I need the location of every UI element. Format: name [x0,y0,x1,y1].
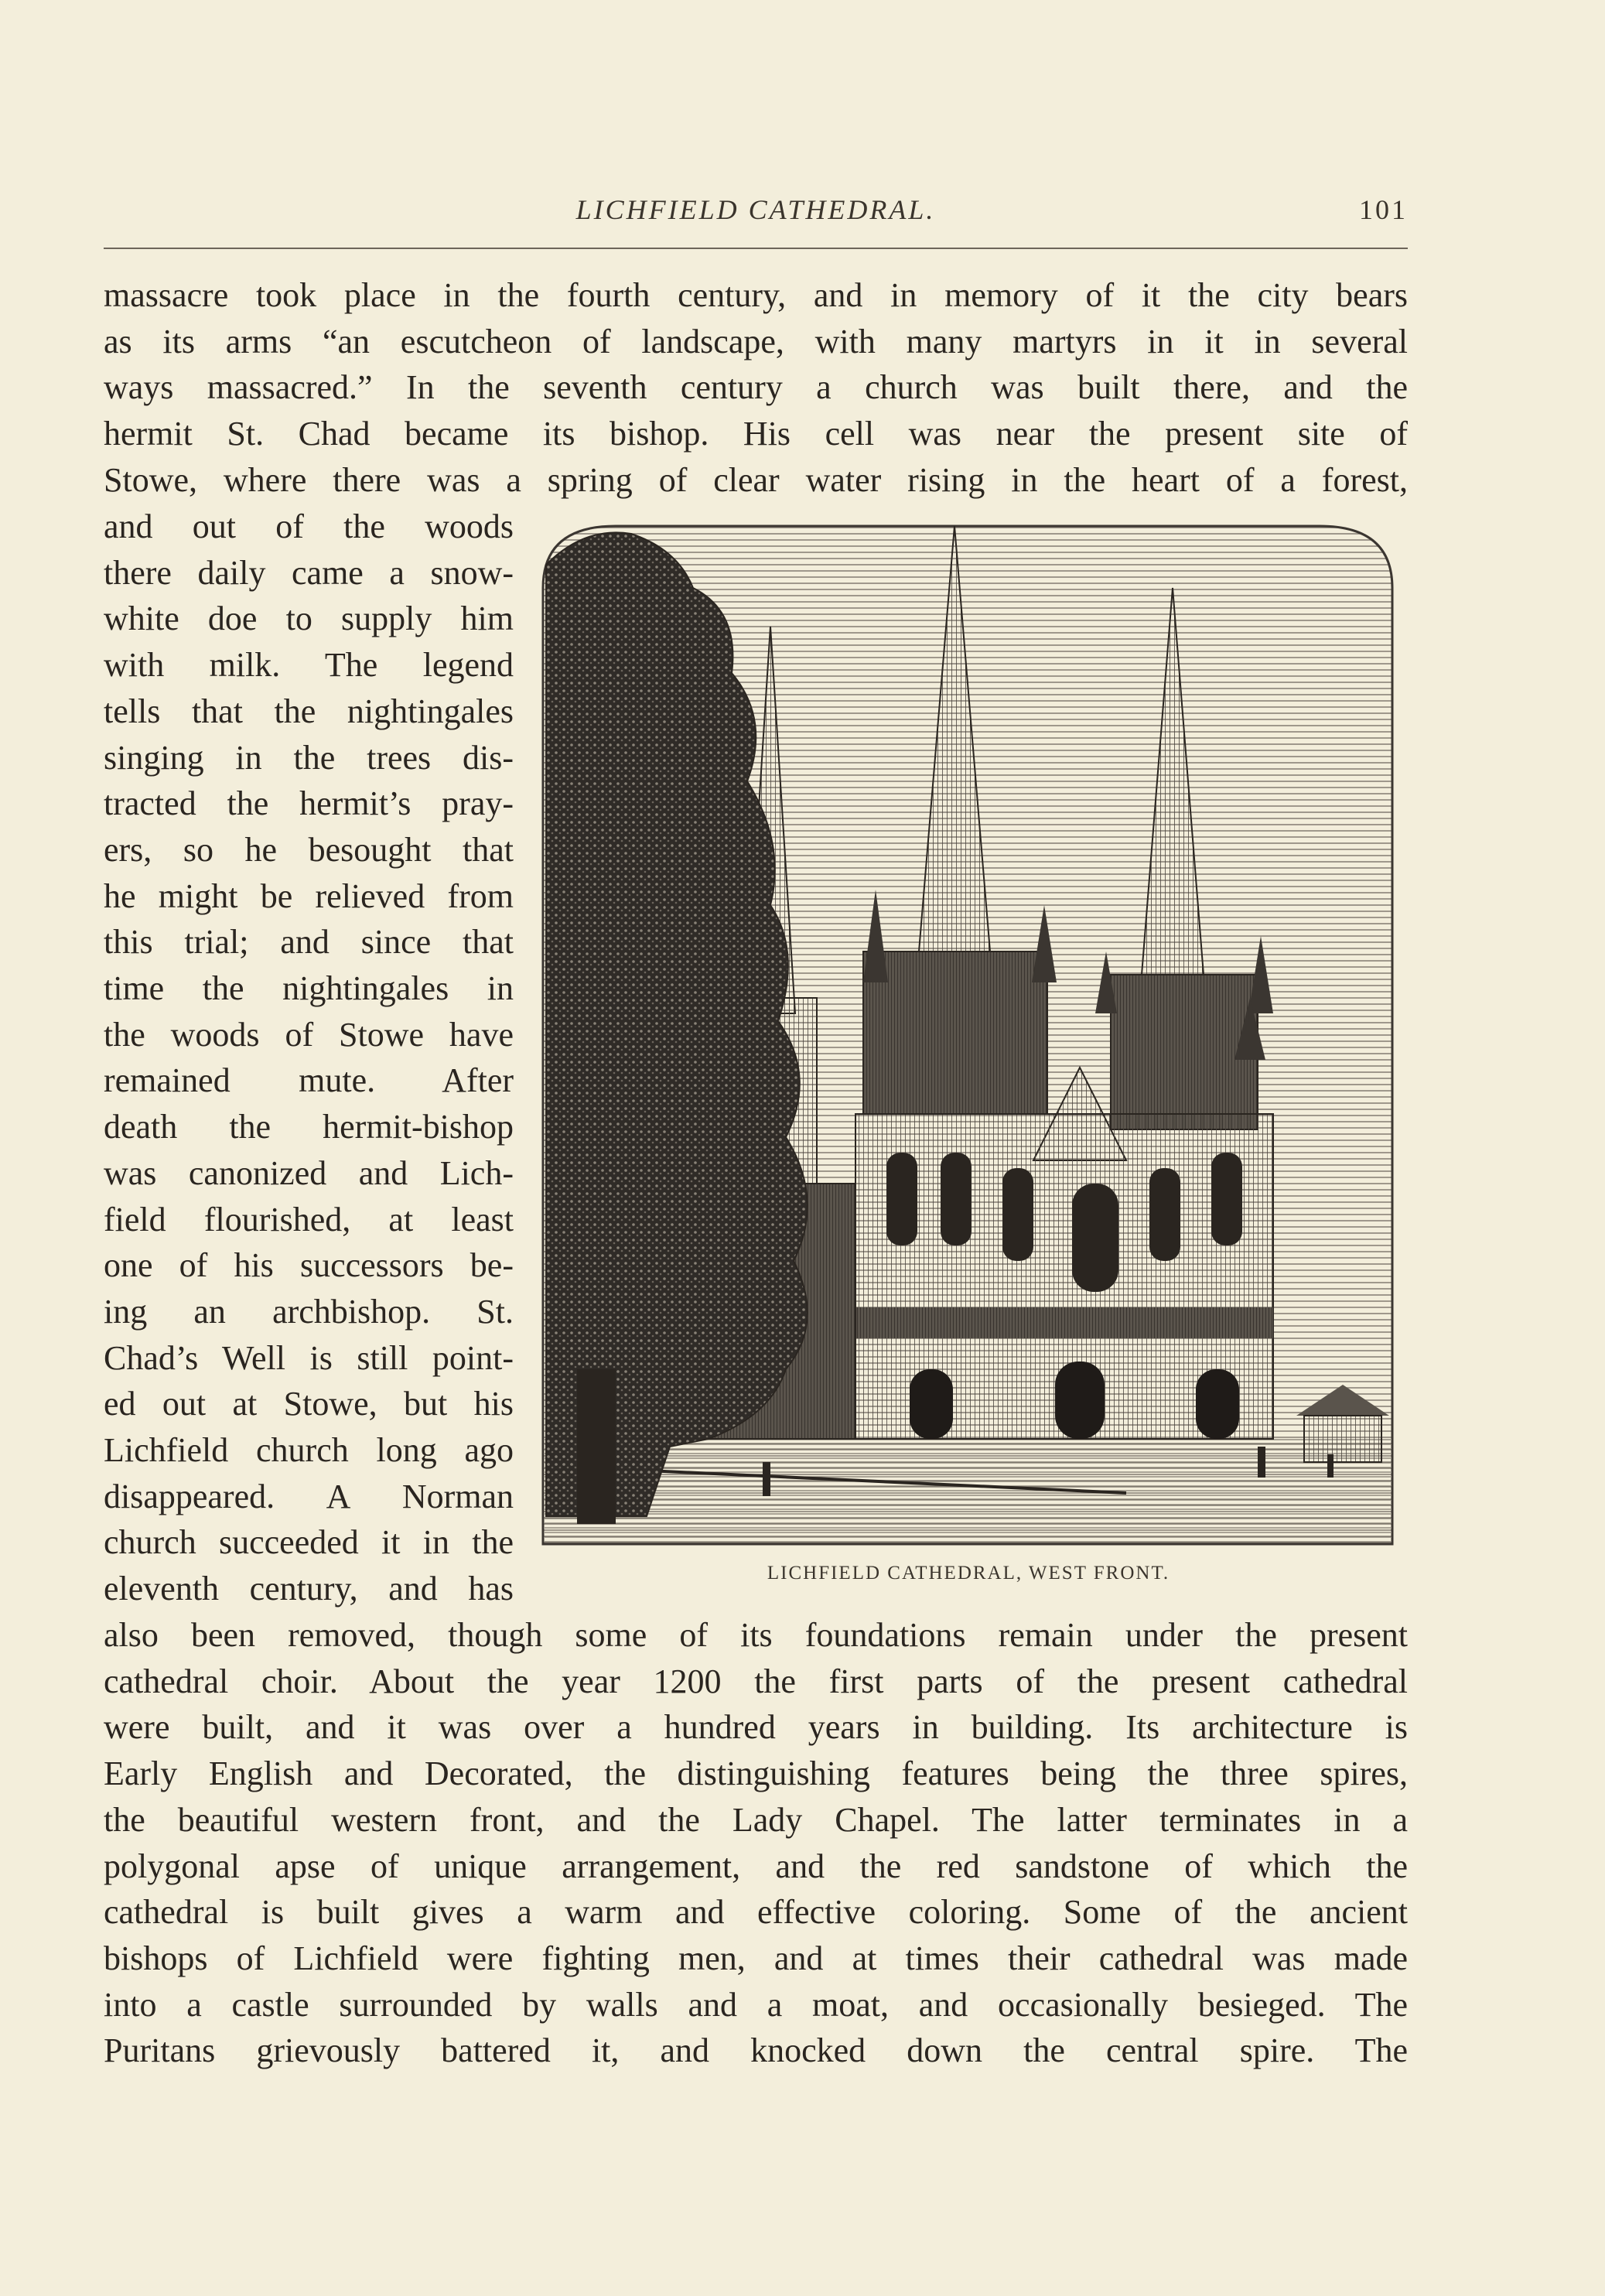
page-number: 101 [1359,194,1408,225]
text-line: Stowe, where there was a spring of clear water rising in the heart of a forest, [104,460,1408,499]
text-line: as its arms “an escutcheon of landscape, with many martyrs in it in several [104,322,1408,360]
text-line: he might be relieved from [104,876,514,915]
text-line: ed out at Stowe, but his [104,1385,514,1423]
text-line: singing in the trees dis- [104,738,514,777]
text-line: this trial; and since that [104,923,514,962]
text-line: Lichfield church long ago [104,1431,514,1469]
text-line: remained mute. After [104,1061,514,1100]
text-line: into a castle surrounded by walls and a moat, and occasionally besieged. The [104,1985,1408,2024]
text-line: hermit St. Chad became its bishop. His cell was near the present site of [104,415,1408,453]
cathedral-engraving-image [538,518,1398,1552]
text-line: were built, and it was over a hundred years in building. Its architecture is [104,1708,1408,1747]
text-line: and out of the woods [104,507,514,545]
text-line: there daily came a snow- [104,553,514,592]
cathedral-engraving [538,518,1398,1552]
page-header [104,193,1408,243]
text-line: polygonal apse of unique arrangement, and the red sandstone of which the [104,1847,1408,1885]
text-line: one of his successors be- [104,1246,514,1285]
text-line: cathedral choir. About the year 1200 the first parts of the present cathedral [104,1662,1408,1700]
text-line: church succeeded it in the [104,1523,514,1562]
text-line: Chad’s Well is still point- [104,1338,514,1377]
text-line: also been removed, though some of its foundations remain under the present [104,1616,1408,1654]
text-line: field flourished, at least [104,1200,514,1239]
text-line: was canonized and Lich- [104,1153,514,1192]
text-line: bishops of Lichfield were fighting men, and at times their cathedral was made [104,1939,1408,1977]
header-rule [104,248,1408,249]
text-line: with milk. The legend [104,646,514,685]
text-line: tells that the nightingales [104,692,514,730]
figure-caption: LICHFIELD CATHEDRAL, WEST FRONT. [767,1563,1170,1584]
text-line: ing an archbishop. St. [104,1292,514,1331]
text-line: disappeared. A Norman [104,1477,514,1515]
text-line: time the nightingales in [104,969,514,1007]
text-line: Early English and Decorated, the distinguishing features being the three spires, [104,1754,1408,1793]
text-line: massacre took place in the fourth century, and in memory of it the city bears [104,276,1408,314]
text-line: tracted the hermit’s pray- [104,784,514,823]
running-title: LICHFIELD CATHEDRAL. [575,194,936,225]
text-line: cathedral is built gives a warm and effective coloring. Some of the ancient [104,1893,1408,1932]
text-line: ers, so he besought that [104,830,514,869]
text-line: white doe to supply him [104,600,514,638]
text-line: ways massacred.” In the seventh century a church was built there, and the [104,368,1408,407]
text-line: death the hermit-bishop [104,1108,514,1146]
text-line: the beautiful western front, and the Lady Chapel. The latter terminates in a [104,1800,1408,1839]
text-line: the woods of Stowe have [104,1015,514,1054]
text-line: Puritans grievously battered it, and knocked down the central spire. The [104,2031,1408,2070]
text-line: eleventh century, and has [104,1570,514,1608]
